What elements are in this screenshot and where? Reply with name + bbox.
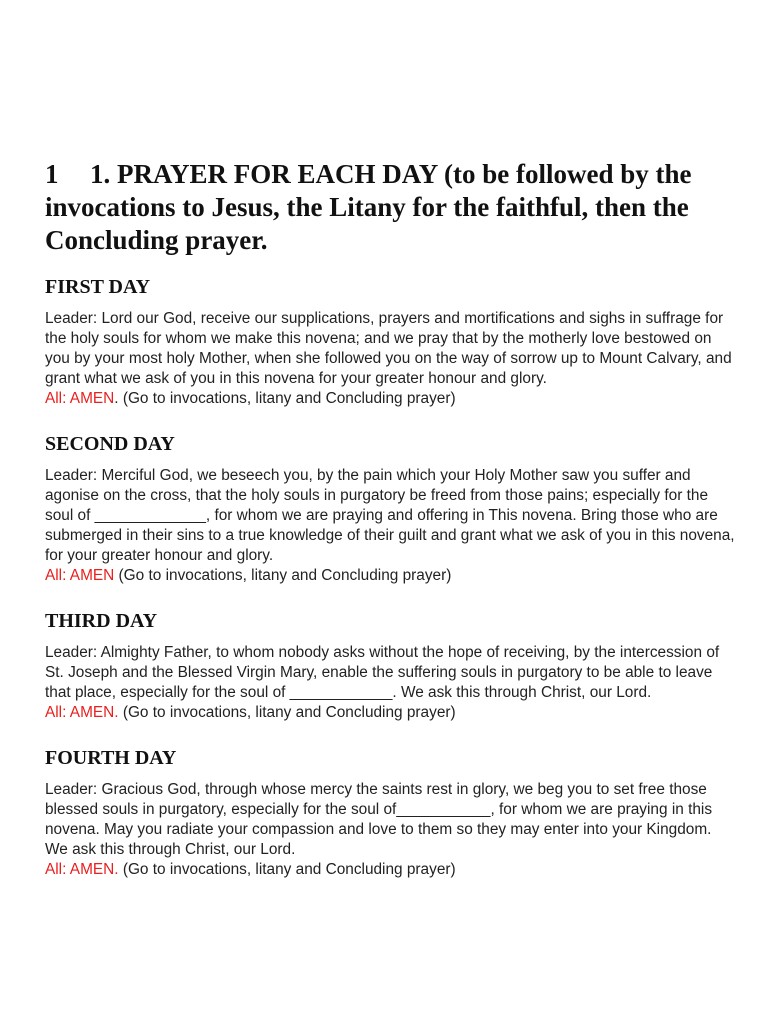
day-title: SECOND DAY	[45, 433, 175, 455]
day-title: FIRST DAY	[45, 276, 151, 298]
day-section-2	[45, 431, 735, 586]
day-section-4	[45, 745, 735, 880]
instruction-text: (Go to invocations, litany and Concluding prayer)	[118, 704, 456, 721]
prayer-paragraph	[45, 466, 735, 586]
amen-response: All: AMEN.	[45, 704, 119, 721]
prayer-paragraph	[45, 309, 735, 409]
amen-response: All: AMEN	[45, 567, 115, 584]
section-heading	[45, 158, 735, 257]
day-section-1	[45, 274, 735, 409]
leader-text: Leader: Gracious God, through whose mercy the saints rest in glory, we beg you to set free those blessed souls in purgatory, especially for the soul of___________, for whom we are praying in this novena. May you radiate your compassion and love to them so they may enter into your Kingdom. We ask this through Christ, our Lord.	[45, 781, 713, 858]
instruction-text: (Go to invocations, litany and Concluding prayer)	[118, 861, 456, 878]
amen-response: All: AMEN.	[45, 861, 119, 878]
prayer-paragraph	[45, 643, 735, 723]
document-page	[45, 158, 735, 902]
day-title: FOURTH DAY	[45, 747, 177, 769]
instruction-text: (Go to invocations, litany and Concluding prayer)	[114, 567, 452, 584]
instruction-text: . (Go to invocations, litany and Concluding prayer)	[114, 390, 456, 407]
day-title: THIRD DAY	[45, 610, 158, 632]
amen-response: All: AMEN	[45, 390, 115, 407]
day-section-3	[45, 608, 735, 723]
prayer-paragraph	[45, 780, 735, 880]
heading-text: 1. PRAYER FOR EACH DAY (to be followed by the invocations to Jesus, the Litany for the faithful, then the Concluding prayer.	[45, 159, 692, 255]
leader-text: Leader: Merciful God, we beseech you, by the pain which your Holy Mother saw you suffer and agonise on the cross, that the holy souls in purgatory be freed from those pains; especially for the soul of _____________, for whom we are praying and offering in This novena. Bring those who are submerged in their sins to a true knowledge of their guilt and grant what we ask of you in this novena, for your greater honour and glory.	[45, 467, 735, 564]
leader-text: Leader: Almighty Father, to whom nobody asks without the hope of receiving, by the intercession of St. Joseph and the Blessed Virgin Mary, enable the suffering souls in purgatory to be able to leave that place, especially for the soul of ____________. We ask this through Christ, our Lord.	[45, 644, 720, 701]
leader-text: Leader: Lord our God, receive our supplications, prayers and mortifications and sighs in suffrage for the holy souls for whom we make this novena; and we pray that by the motherly love bestowed on you by your most holy Mother, when she followed you on the way of sorrow up to Mount Calvary, and grant what we ask of you in this novena for your greater honour and glory.	[45, 310, 732, 387]
heading-number: 1	[45, 159, 59, 189]
